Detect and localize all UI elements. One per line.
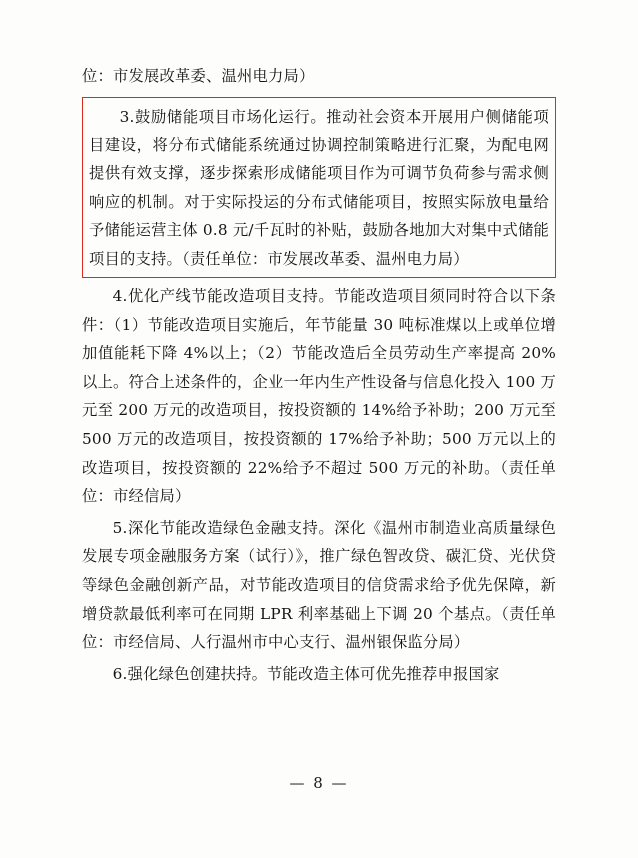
top-continued-fragment: 位：市发展改革委、温州电力局） [82, 67, 315, 85]
paragraph-item-5: 5.深化节能改造绿色金融支持。深化《温州市制造业高质量绿色发展专项金融服务方案（试行）》，推广绿色智改贷、碳汇贷、光伏贷等绿色金融创新产品，对节能改造项目的信贷需求给予优先保障，新增贷款最低利率可在同期 LPR 利率基础上下调 20 个基点。（责任单位：市经信局、人行温州市中心支行、温州银保监分局） [82, 518, 556, 652]
red-highlight-box [82, 97, 556, 278]
paragraph-item-6: 6.强化绿色创建扶持。节能改造主体可优先推荐申报国家 [112, 664, 500, 683]
page-number: — 8 — [289, 774, 349, 792]
paragraph-item-4: 4.优化产线节能改造项目支持。节能改造项目须同时符合以下条件：（1）节能改造项目实施后，年节能量 30 吨标准煤以上或单位增加值能耗下降 4%以上；（2）节能改造后全员劳动生产率提高 20%以上。符合上述条件的，企业一年内生产性设备与信息化投入 100 万元至 200 万元的改造项目，按投资额的 14%给予补助；200 万元至 500 万元的改造项目，按投资额的 17%给予补助；500 万元以上的改造项目，按投资额的 22%给予不超过 500 万元的补助。（责任单位：市经信局） [82, 287, 556, 506]
highlighted-paragraph-item-3: 3.鼓励储能项目市场化运行。推动社会资本开展用户侧储能项目建设，将分布式储能系统通过协调控制策略进行汇聚，为配电网提供有效支撑，逐步探索形成储能项目作为可调节负荷参与需求侧响应的机制。对于实际投运的分布式储能项目，按照实际放电量给予储能运营主体 0.8 元/千瓦时的补贴，鼓励各地加大对集中式储能项目的支持。（责任单位：市发展改革委、温州电力局） [89, 107, 549, 268]
document-body [82, 62, 556, 688]
